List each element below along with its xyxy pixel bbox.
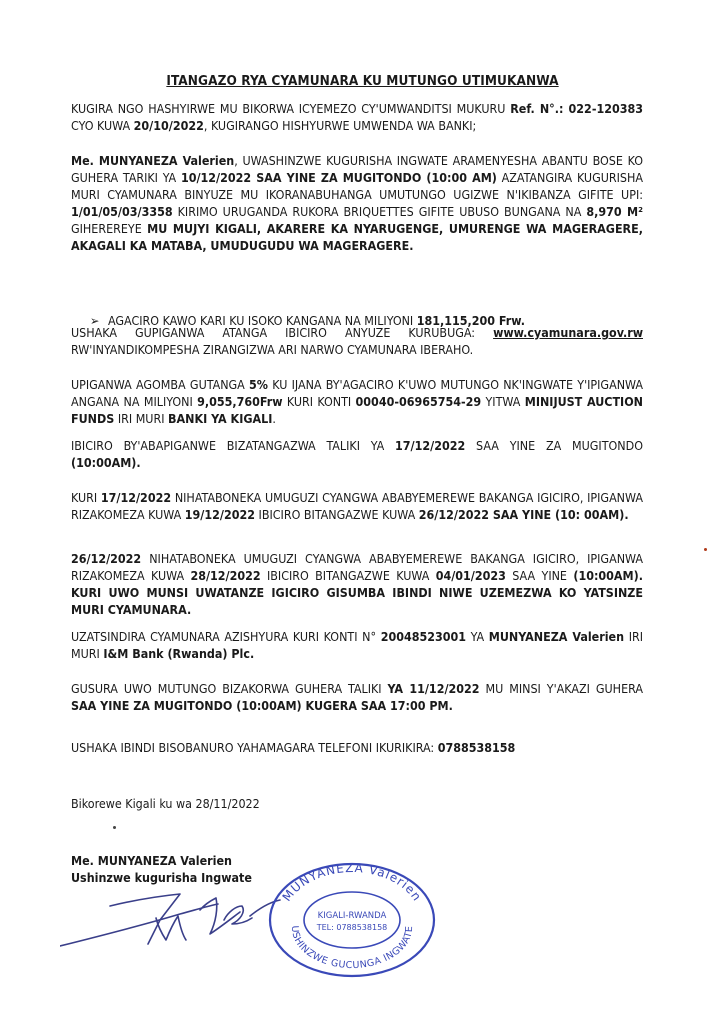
deposit-account: 00040-06965754-29 [355, 394, 482, 409]
paragraph-announcement [71, 152, 643, 254]
final-rule: KURI UWO MUNSI UWATANZE IGICIRO GISUMBA IBINDI NIWE UZEMEZWA KO YATSINZE MURI CYAMUNARA. [71, 585, 643, 617]
scan-speck [704, 548, 707, 551]
text: KU IJANA BY'AGACIRO K'UWO MUTUNGO NK'INGWATE Y'IPIGANWA ANGANA NA MILIYONI [71, 377, 643, 409]
paragraph-website [71, 324, 643, 358]
round2-date: 26/12/2022 [71, 551, 142, 566]
notice-title: ITANGAZO RYA CYAMUNARA KU MUTUNGO UTIMUKANWA [166, 73, 559, 89]
text: KURI KONTI [282, 394, 356, 409]
text: AGACIRO KAWO KARI KU ISOKO KANGANA NA MILIYONI [108, 313, 417, 328]
text: SAA YINE [505, 568, 574, 583]
text: MU MINSI Y'AKAZI GUHERA [479, 681, 643, 696]
reference-number: Ref. N°.: 022-120383 [510, 101, 643, 116]
text: UZATSINDIRA CYAMUNARA AZISHYURA KURI KONTI N° [71, 629, 381, 644]
text: , KUGIRANGO HISHYURWE UMWENDA WA BANKI; [203, 118, 477, 133]
paragraph-third-round [71, 550, 643, 618]
text: KURI [71, 490, 101, 505]
arrow-bullet-icon: ➢ [90, 313, 100, 328]
text: YITWA [481, 394, 525, 409]
auction-start: 10/12/2022 SAA YINE ZA MUGITONDO (10:00 AM) [180, 170, 497, 185]
text: AZATANGIRA KUGURISHA MURI CYAMUNARA BINYUZE MU IKORANABUHANGA UMUTUNGO UGIZWE N'IKIBANZA GIFITE UPI: [71, 170, 644, 202]
round3-date: 28/12/2022 [190, 568, 261, 583]
text: . [272, 411, 276, 426]
text: IRI MURI [71, 629, 644, 661]
official-stamp [262, 858, 442, 978]
place-and-date [71, 795, 260, 812]
round3-time: (10:00AM). [573, 568, 643, 583]
market-value: 181,115,200 Frw. [416, 313, 525, 328]
stamp-line1: KIGALI-RWANDA [317, 911, 387, 921]
payment-account: 20048523001 [380, 629, 467, 644]
deposit-percent: 5% [249, 377, 268, 392]
paragraph-court-order [71, 100, 643, 134]
bailiff-name: Me. MUNYANEZA Valerien [71, 153, 235, 168]
text: SAA YINE ZA MUGITONDO [465, 438, 643, 453]
paragraph-second-round [71, 489, 643, 523]
stamp-line2: TEL: 0788538158 [316, 923, 388, 932]
text: NIHATABONEKA UMUGUZI CYANGWA ABABYEMEREWE BAKANGA IGICIRO, IPIGANWA RIZAKOMEZA KUWA [71, 551, 643, 583]
text: IBICIRO BITANGAZWE KUWA [260, 568, 436, 583]
svg-text:MUNYANEZA Valerien [280, 861, 425, 904]
round1-date: 17/12/2022 [100, 490, 172, 505]
text: KUGIRA NGO HASHYIRWE MU BIKORWA ICYEMEZO CY'UMWANDITSI MUKURU [71, 101, 511, 116]
auction-website-link[interactable]: www.cyamunara.gov.rw [493, 325, 643, 340]
signatory-name: Me. MUNYANEZA Valerien [71, 853, 232, 868]
scan-speck [113, 826, 116, 829]
parcel-location: MU MUJYI KIGALI, AKARERE KA NYARUGENGE, UMURENGE WA MAGERAGERE, AKAGALI KA MATABA, UMUDUGUDU WA MAGERAGERE. [71, 221, 643, 253]
text: RW'INYANDIKOMPESHA ZIRANGIZWA ARI NARWO CYAMUNARA IBERAHO. [71, 342, 474, 357]
text: USHAKA GUPIGANWA ATANGA IBICIRO ANYUZE KURUBUGA: [71, 325, 494, 340]
visit-hours: SAA YINE ZA MUGITONDO (10:00AM) KUGERA SAA 17:00 PM. [71, 698, 453, 713]
results-time: (10:00AM). [71, 455, 141, 470]
stamp-bottom-text: USHINZWE GUCUNGA INGWATE [288, 925, 416, 972]
visit-date: YA 11/12/2022 [387, 681, 480, 696]
paragraph-visits [71, 680, 643, 714]
text: Bikorewe Kigali ku wa [71, 796, 196, 811]
deposit-amount: 9,055,760Frw [197, 394, 283, 409]
text: IBICIRO BITANGAZWE KUWA [255, 507, 419, 522]
payment-bank: I&M Bank (Rwanda) Plc. [103, 646, 255, 661]
text: GUSURA UWO MUTUNGO BIZAKORWA GUHERA TALIKI [71, 681, 388, 696]
round2-date: 19/12/2022 [184, 507, 255, 522]
contact-phone: 0788538158 [437, 740, 516, 755]
account-holder: MUNYANEZA Valerien [488, 629, 625, 644]
order-date: 20/10/2022 [133, 118, 204, 133]
parcel-upi: 1/01/05/03/3358 [71, 204, 173, 219]
paragraph-results-date [71, 437, 643, 471]
parcel-area: 8,970 M² [586, 204, 643, 219]
text: CYO KUWA [71, 118, 134, 133]
fund-name: MINIJUST AUCTION FUNDS [71, 394, 643, 426]
text: IRI MURI [114, 411, 169, 426]
text: GIHEREREYE [71, 221, 148, 236]
results-date: 17/12/2022 [395, 438, 466, 453]
paragraph-deposit [71, 376, 643, 427]
round2-results-date: 26/12/2022 SAA YINE (10: 00AM). [418, 507, 629, 522]
text: IBICIRO BY'ABAPIGANWE BIZATANGAZWA TALIKI YA [71, 438, 396, 453]
text: UPIGANWA AGOMBA GUTANGA [71, 377, 250, 392]
signatory-role: Ushinzwe kugurisha Ingwate [71, 870, 252, 885]
text: NIHATABONEKA UMUGUZI CYANGWA ABABYEMEREWE BAKANGA IGICIRO, IPIGANWA RIZAKOMEZA KUWA [71, 490, 643, 522]
deposit-bank: BANKI YA KIGALI [168, 411, 273, 426]
paragraph-contact [71, 739, 643, 756]
text: KIRIMO URUGANDA RUKORA BRIQUETTES GIFITE UBUSO BUNGANA NA [172, 204, 587, 219]
round3-results-date: 04/01/2023 [435, 568, 506, 583]
signing-date: 28/11/2022 [195, 796, 260, 811]
text: USHAKA IBINDI BISOBANURO YAHAMAGARA TELEFONI IKURIKIRA: [71, 740, 438, 755]
text: , UWASHINZWE KUGURISHA INGWATE ARAMENYESHA ABANTU BOSE KO GUHERA TARIKI YA [71, 153, 643, 185]
text: YA [466, 629, 489, 644]
stamp-top-text: MUNYANEZA Valerien [279, 860, 425, 905]
paragraph-payment [71, 628, 643, 662]
